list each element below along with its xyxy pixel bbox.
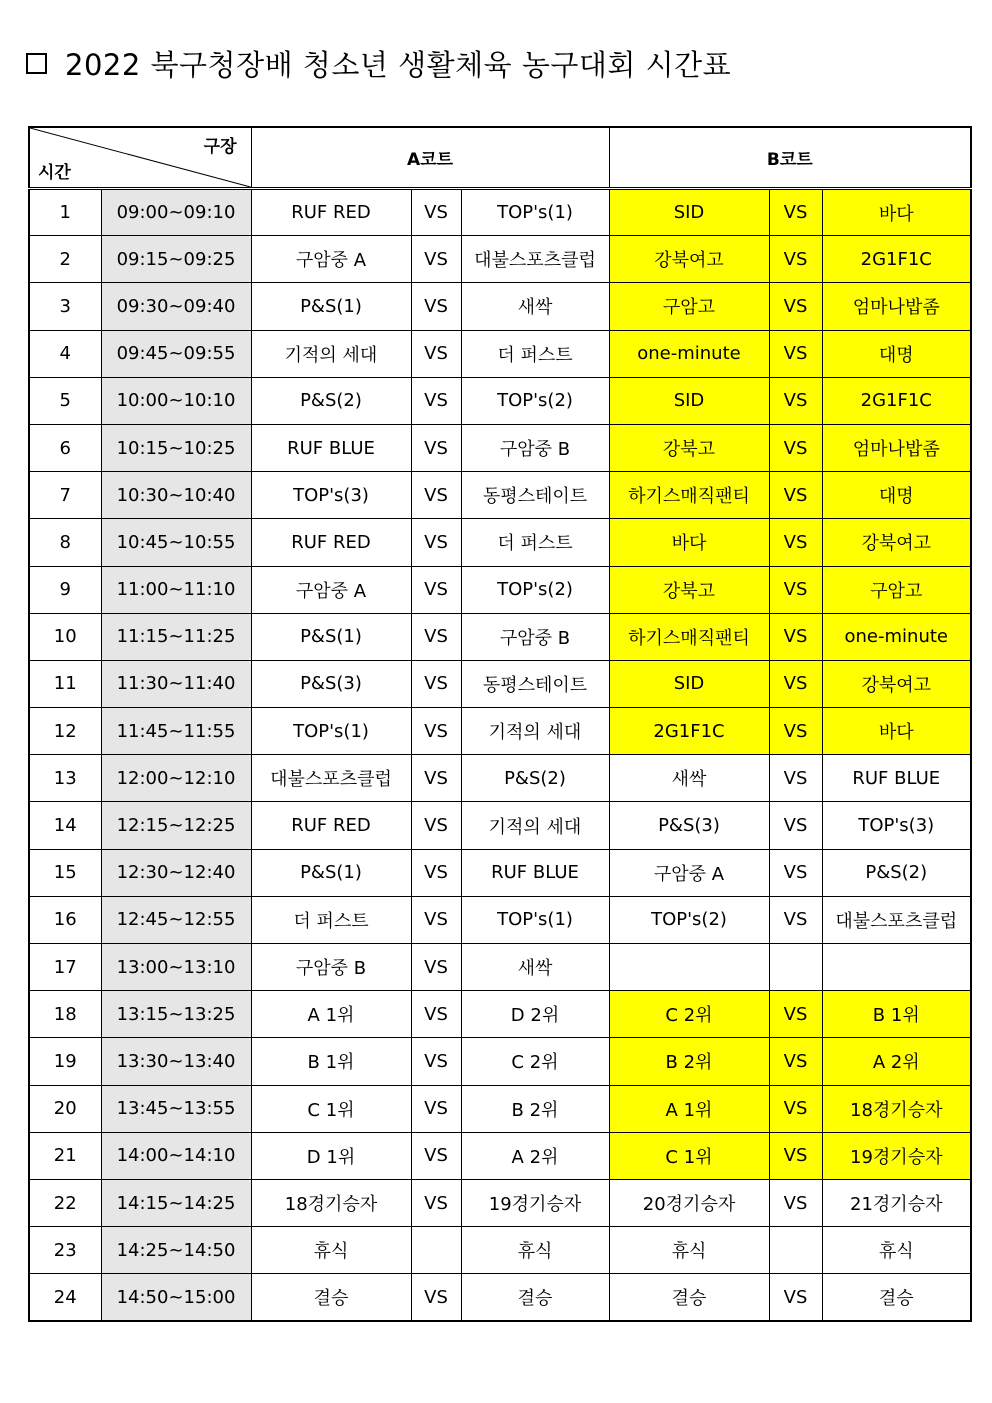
court-b-vs-cell: VS: [769, 1038, 822, 1085]
court-b-team2-cell: 대불스포츠클럽: [822, 896, 971, 943]
time-cell: 09:15~09:25: [101, 236, 251, 283]
court-b-team2-cell: 대명: [822, 472, 971, 519]
table-row: [29, 991, 971, 1038]
court-a-vs-cell: VS: [411, 424, 461, 471]
game-number-cell: 24: [29, 1274, 101, 1321]
court-b-vs-cell: VS: [769, 613, 822, 660]
court-a-vs-cell: VS: [411, 1085, 461, 1132]
court-b-vs-cell: VS: [769, 1274, 822, 1321]
court-b-vs-cell: VS: [769, 991, 822, 1038]
court-a-vs-cell: VS: [411, 802, 461, 849]
court-a-team2-cell: 기적의 세대: [461, 708, 609, 755]
court-b-team2-cell: 18경기승자: [822, 1085, 971, 1132]
court-b-team2-cell: 결승: [822, 1274, 971, 1321]
court-a-team1-cell: A 1위: [251, 991, 411, 1038]
court-a-team2-cell: A 2위: [461, 1132, 609, 1179]
court-b-vs-cell: VS: [769, 849, 822, 896]
table-row: [29, 849, 971, 896]
game-number-cell: 3: [29, 283, 101, 330]
court-a-vs-cell: VS: [411, 472, 461, 519]
court-b-team1-cell: A 1위: [609, 1085, 769, 1132]
court-a-team2-cell: TOP's(2): [461, 566, 609, 613]
court-b-team1-cell: 20경기승자: [609, 1179, 769, 1226]
time-cell: 14:50~15:00: [101, 1274, 251, 1321]
court-a-team2-cell: D 2위: [461, 991, 609, 1038]
game-number-cell: 17: [29, 944, 101, 991]
court-b-team2-cell: 엄마나밥좀: [822, 283, 971, 330]
court-b-team1-cell: 하기스매직팬티: [609, 613, 769, 660]
court-b-team2-cell: [822, 944, 971, 991]
court-a-team1-cell: 대불스포츠클럽: [251, 755, 411, 802]
court-a-team1-cell: 더 퍼스트: [251, 896, 411, 943]
court-a-vs-cell: VS: [411, 566, 461, 613]
court-b-team2-cell: one-minute: [822, 613, 971, 660]
court-a-team1-cell: P&S(1): [251, 849, 411, 896]
court-b-vs-cell: VS: [769, 1179, 822, 1226]
court-b-team2-cell: 강북여고: [822, 660, 971, 707]
table-row: [29, 472, 971, 519]
court-b-team1-cell: P&S(3): [609, 802, 769, 849]
court-a-team2-cell: 기적의 세대: [461, 802, 609, 849]
time-cell: 11:00~11:10: [101, 566, 251, 613]
court-a-vs-cell: VS: [411, 377, 461, 424]
game-number-cell: 8: [29, 519, 101, 566]
court-b-team2-cell: 엄마나밥좀: [822, 424, 971, 471]
game-number-cell: 1: [29, 189, 101, 236]
court-a-team1-cell: 휴식: [251, 1227, 411, 1274]
page-title: [26, 38, 731, 88]
court-a-vs-cell: VS: [411, 1038, 461, 1085]
table-row: [29, 708, 971, 755]
court-b-team2-cell: TOP's(3): [822, 802, 971, 849]
court-b-team1-cell: SID: [609, 660, 769, 707]
court-a-team2-cell: 휴식: [461, 1227, 609, 1274]
checkbox-square-icon: [26, 53, 47, 74]
court-a-team2-cell: 더 퍼스트: [461, 330, 609, 377]
court-b-team1-cell: 강북여고: [609, 236, 769, 283]
table-row: [29, 660, 971, 707]
game-number-cell: 12: [29, 708, 101, 755]
game-number-cell: 9: [29, 566, 101, 613]
court-b-team1-cell: 2G1F1C: [609, 708, 769, 755]
game-number-cell: 11: [29, 660, 101, 707]
court-a-vs-cell: VS: [411, 708, 461, 755]
time-cell: 12:30~12:40: [101, 849, 251, 896]
table-row: [29, 755, 971, 802]
court-a-vs-cell: VS: [411, 283, 461, 330]
court-a-vs-cell: [411, 1227, 461, 1274]
time-cell: 12:45~12:55: [101, 896, 251, 943]
court-a-team2-cell: 구암중 B: [461, 424, 609, 471]
court-b-team1-cell: SID: [609, 189, 769, 236]
court-b-team1-cell: C 2위: [609, 991, 769, 1038]
game-number-cell: 23: [29, 1227, 101, 1274]
table-row: [29, 1274, 971, 1321]
game-number-cell: 13: [29, 755, 101, 802]
table-row: [29, 424, 971, 471]
court-b-vs-cell: VS: [769, 660, 822, 707]
court-a-team1-cell: 구암중 A: [251, 566, 411, 613]
court-b-team2-cell: 2G1F1C: [822, 236, 971, 283]
court-b-team2-cell: 2G1F1C: [822, 377, 971, 424]
table-row: [29, 1179, 971, 1226]
court-a-vs-cell: VS: [411, 189, 461, 236]
court-b-team1-cell: SID: [609, 377, 769, 424]
court-b-team1-cell: 강북고: [609, 424, 769, 471]
table-row: [29, 566, 971, 613]
time-cell: 12:15~12:25: [101, 802, 251, 849]
game-number-cell: 4: [29, 330, 101, 377]
court-a-team1-cell: 기적의 세대: [251, 330, 411, 377]
court-a-team2-cell: TOP's(2): [461, 377, 609, 424]
court-b-team2-cell: 19경기승자: [822, 1132, 971, 1179]
corner-label-time: 시간: [38, 163, 71, 183]
court-a-team2-cell: 구암중 B: [461, 613, 609, 660]
table-row: [29, 283, 971, 330]
court-b-team1-cell: 새싹: [609, 755, 769, 802]
court-b-vs-cell: VS: [769, 283, 822, 330]
time-cell: 10:00~10:10: [101, 377, 251, 424]
game-number-cell: 22: [29, 1179, 101, 1226]
court-b-team1-cell: [609, 944, 769, 991]
court-a-team2-cell: 새싹: [461, 944, 609, 991]
schedule-table: [28, 126, 972, 1322]
court-a-team1-cell: 구암중 A: [251, 236, 411, 283]
court-b-vs-cell: VS: [769, 896, 822, 943]
court-a-team1-cell: RUF BLUE: [251, 424, 411, 471]
court-a-team1-cell: RUF RED: [251, 519, 411, 566]
court-b-vs-cell: VS: [769, 519, 822, 566]
court-a-vs-cell: VS: [411, 1274, 461, 1321]
court-a-vs-cell: VS: [411, 660, 461, 707]
court-a-team2-cell: 결승: [461, 1274, 609, 1321]
court-a-team1-cell: P&S(1): [251, 283, 411, 330]
game-number-cell: 10: [29, 613, 101, 660]
time-cell: 11:15~11:25: [101, 613, 251, 660]
court-b-vs-cell: VS: [769, 424, 822, 471]
game-number-cell: 5: [29, 377, 101, 424]
court-a-team2-cell: RUF BLUE: [461, 849, 609, 896]
time-cell: 09:00~09:10: [101, 189, 251, 236]
court-a-vs-cell: VS: [411, 330, 461, 377]
corner-label-court: 구장: [203, 137, 237, 157]
game-number-cell: 6: [29, 424, 101, 471]
court-a-team1-cell: B 1위: [251, 1038, 411, 1085]
court-b-team1-cell: 하기스매직팬티: [609, 472, 769, 519]
game-number-cell: 14: [29, 802, 101, 849]
court-a-team1-cell: TOP's(1): [251, 708, 411, 755]
court-b-team1-cell: TOP's(2): [609, 896, 769, 943]
court-b-vs-cell: VS: [769, 566, 822, 613]
time-cell: 14:15~14:25: [101, 1179, 251, 1226]
court-b-team2-cell: 바다: [822, 708, 971, 755]
table-row: [29, 802, 971, 849]
table-header: [29, 127, 971, 189]
table-row: [29, 189, 971, 236]
court-a-team2-cell: 새싹: [461, 283, 609, 330]
court-b-vs-cell: [769, 944, 822, 991]
table-row: [29, 1085, 971, 1132]
court-a-vs-cell: VS: [411, 1179, 461, 1226]
table-row: [29, 1227, 971, 1274]
court-a-team2-cell: 동평스테이트: [461, 660, 609, 707]
court-b-team1-cell: C 1위: [609, 1132, 769, 1179]
court-b-vs-cell: VS: [769, 755, 822, 802]
table-row: [29, 613, 971, 660]
table-row: [29, 944, 971, 991]
court-a-vs-cell: VS: [411, 944, 461, 991]
time-cell: 11:30~11:40: [101, 660, 251, 707]
court-a-team1-cell: 18경기승자: [251, 1179, 411, 1226]
game-number-cell: 7: [29, 472, 101, 519]
court-a-team1-cell: RUF RED: [251, 802, 411, 849]
court-b-vs-cell: VS: [769, 189, 822, 236]
time-cell: 13:15~13:25: [101, 991, 251, 1038]
court-a-header: A코트: [251, 127, 609, 189]
time-cell: 12:00~12:10: [101, 755, 251, 802]
court-b-header: B코트: [609, 127, 971, 189]
time-cell: 13:30~13:40: [101, 1038, 251, 1085]
court-b-team1-cell: 구암고: [609, 283, 769, 330]
court-a-team2-cell: P&S(2): [461, 755, 609, 802]
court-b-vs-cell: VS: [769, 1132, 822, 1179]
court-b-team2-cell: 바다: [822, 189, 971, 236]
time-cell: 10:45~10:55: [101, 519, 251, 566]
court-a-team1-cell: P&S(1): [251, 613, 411, 660]
time-cell: 10:15~10:25: [101, 424, 251, 471]
game-number-cell: 15: [29, 849, 101, 896]
time-cell: 13:45~13:55: [101, 1085, 251, 1132]
court-a-vs-cell: VS: [411, 991, 461, 1038]
court-a-vs-cell: VS: [411, 755, 461, 802]
court-a-team2-cell: 대불스포츠클럽: [461, 236, 609, 283]
court-a-team1-cell: P&S(3): [251, 660, 411, 707]
time-cell: 13:00~13:10: [101, 944, 251, 991]
court-b-team2-cell: 강북여고: [822, 519, 971, 566]
court-b-vs-cell: VS: [769, 1085, 822, 1132]
time-cell: 14:25~14:50: [101, 1227, 251, 1274]
court-a-team2-cell: TOP's(1): [461, 896, 609, 943]
court-a-team1-cell: TOP's(3): [251, 472, 411, 519]
table-row: [29, 330, 971, 377]
time-cell: 09:30~09:40: [101, 283, 251, 330]
court-a-vs-cell: VS: [411, 1132, 461, 1179]
court-a-team1-cell: D 1위: [251, 1132, 411, 1179]
court-b-team2-cell: A 2위: [822, 1038, 971, 1085]
table-body: [29, 189, 971, 1322]
court-a-team2-cell: TOP's(1): [461, 189, 609, 236]
time-cell: 14:00~14:10: [101, 1132, 251, 1179]
court-a-team2-cell: 19경기승자: [461, 1179, 609, 1226]
court-b-team2-cell: 대명: [822, 330, 971, 377]
time-cell: 09:45~09:55: [101, 330, 251, 377]
corner-header-cell: [29, 127, 251, 189]
court-b-team2-cell: B 1위: [822, 991, 971, 1038]
court-b-team2-cell: 구암고: [822, 566, 971, 613]
time-cell: 11:45~11:55: [101, 708, 251, 755]
court-a-vs-cell: VS: [411, 896, 461, 943]
table-row: [29, 1038, 971, 1085]
court-a-vs-cell: VS: [411, 849, 461, 896]
game-number-cell: 20: [29, 1085, 101, 1132]
court-a-vs-cell: VS: [411, 519, 461, 566]
court-a-team2-cell: C 2위: [461, 1038, 609, 1085]
court-a-team1-cell: P&S(2): [251, 377, 411, 424]
court-b-team2-cell: 21경기승자: [822, 1179, 971, 1226]
court-a-team2-cell: 더 퍼스트: [461, 519, 609, 566]
court-b-team2-cell: RUF BLUE: [822, 755, 971, 802]
court-b-team1-cell: 구암중 A: [609, 849, 769, 896]
court-b-vs-cell: VS: [769, 330, 822, 377]
table-row: [29, 236, 971, 283]
court-a-team1-cell: 결승: [251, 1274, 411, 1321]
table-row: [29, 896, 971, 943]
court-b-vs-cell: VS: [769, 802, 822, 849]
court-b-team1-cell: one-minute: [609, 330, 769, 377]
court-b-team2-cell: P&S(2): [822, 849, 971, 896]
table-row: [29, 1132, 971, 1179]
table-row: [29, 377, 971, 424]
court-b-team1-cell: B 2위: [609, 1038, 769, 1085]
court-b-team2-cell: 휴식: [822, 1227, 971, 1274]
court-a-vs-cell: VS: [411, 236, 461, 283]
court-a-vs-cell: VS: [411, 613, 461, 660]
court-a-team1-cell: C 1위: [251, 1085, 411, 1132]
court-a-team1-cell: RUF RED: [251, 189, 411, 236]
court-a-team2-cell: 동평스테이트: [461, 472, 609, 519]
court-b-vs-cell: VS: [769, 708, 822, 755]
table-row: [29, 519, 971, 566]
court-b-team1-cell: 휴식: [609, 1227, 769, 1274]
time-cell: 10:30~10:40: [101, 472, 251, 519]
court-b-team1-cell: 바다: [609, 519, 769, 566]
game-number-cell: 21: [29, 1132, 101, 1179]
court-a-team2-cell: B 2위: [461, 1085, 609, 1132]
game-number-cell: 18: [29, 991, 101, 1038]
court-a-team1-cell: 구암중 B: [251, 944, 411, 991]
court-b-team1-cell: 강북고: [609, 566, 769, 613]
game-number-cell: 19: [29, 1038, 101, 1085]
court-b-team1-cell: 결승: [609, 1274, 769, 1321]
court-b-vs-cell: VS: [769, 377, 822, 424]
court-b-vs-cell: VS: [769, 472, 822, 519]
game-number-cell: 2: [29, 236, 101, 283]
game-number-cell: 16: [29, 896, 101, 943]
court-b-vs-cell: VS: [769, 236, 822, 283]
court-b-vs-cell: [769, 1227, 822, 1274]
title-text: 2022 북구청장배 청소년 생활체육 농구대회 시간표: [65, 47, 732, 82]
